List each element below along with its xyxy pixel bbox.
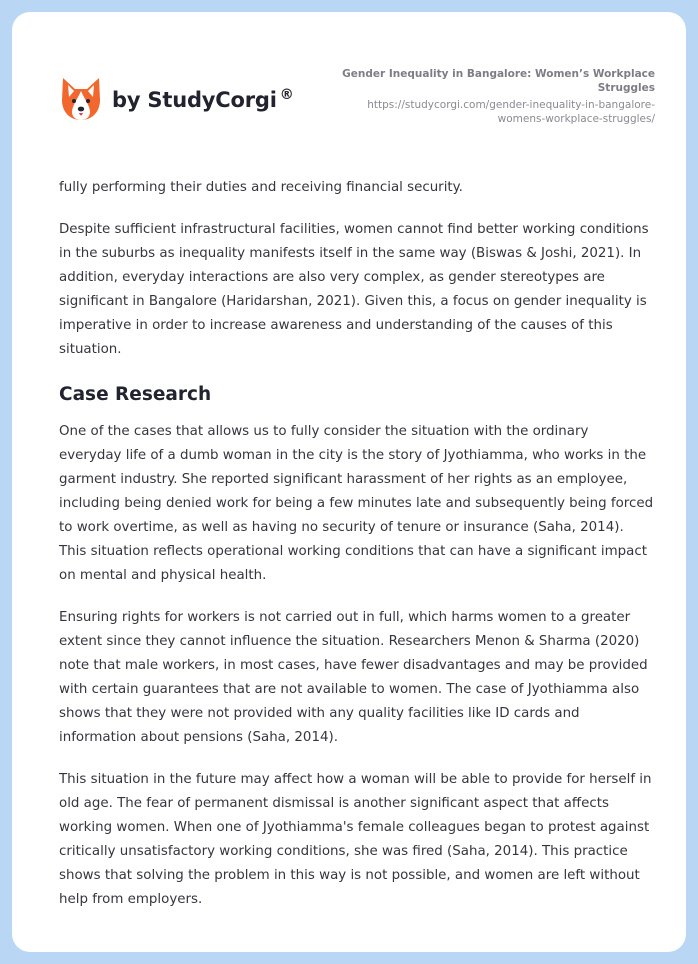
document-page xyxy=(12,12,686,952)
paragraph: Ensuring rights for workers is not carried out in full, which harms women to a greater extent since they cannot influence the situation. Researchers Menon & Sharma (2020) note that male workers, in most cases, have fewer disadvantages and may be provided with certain guarantees that are not available to women. The case of Jyothiamma also shows that they were not provided with any quality facilities like ID cards and information about pensions (Saha, 2014). xyxy=(59,610,648,745)
document-body xyxy=(59,176,655,930)
page-header xyxy=(12,12,686,162)
document-meta xyxy=(325,67,655,126)
paragraph: Despite sufficient infrastructural facilities, women cannot find better working conditions in the suburbs as inequality manifests itself in the same way (Biswas & Joshi, 2021). In addition, everyday interactions are also very complex, as gender stereotypes are significant in Bangalore (Haridarshan, 2021). Given this, a focus on gender inequality is imperative in order to increase awareness and understanding of the causes of this situation. xyxy=(59,222,649,357)
document-url[interactable]: https://studycorgi.com/gender-inequality-in-bangalore-womens-workplace-struggles/ xyxy=(367,99,655,125)
paragraph: This situation in the future may affect how a woman will be able to provide for herself in old age. The fear of permanent dismissal is another significant aspect that affects working women. When one of Jyothiamma's female colleagues began to protest against critically unsatisfactory working conditions, she was fired (Saha, 2014). This practice shows that solving the problem in this way is not possible, and women are left without help from employers. xyxy=(59,772,652,907)
document-title: Gender Inequality in Bangalore: Women’s Workplace Struggles xyxy=(342,68,655,94)
corgi-icon xyxy=(60,76,102,122)
section-heading: Case Research xyxy=(59,384,212,405)
registered-mark: ® xyxy=(279,86,294,103)
studycorgi-logo[interactable] xyxy=(60,76,294,122)
paragraph: One of the cases that allows us to fully consider the situation with the ordinary everyday life of a dumb woman in the city is the story of Jyothiamma, who works in the garment industry. She reported significant harassment of her rights as an employee, including being denied work for being a few minutes late and subsequently being forced to work overtime, as well as having no security of tenure or insurance (Saha, 2014). This situation reflects operational working conditions that can have a significant impact on mental and physical health. xyxy=(59,424,654,583)
paragraph: fully performing their duties and receiving financial security. xyxy=(59,180,463,195)
brand-name: by StudyCorgi ® xyxy=(112,86,294,112)
